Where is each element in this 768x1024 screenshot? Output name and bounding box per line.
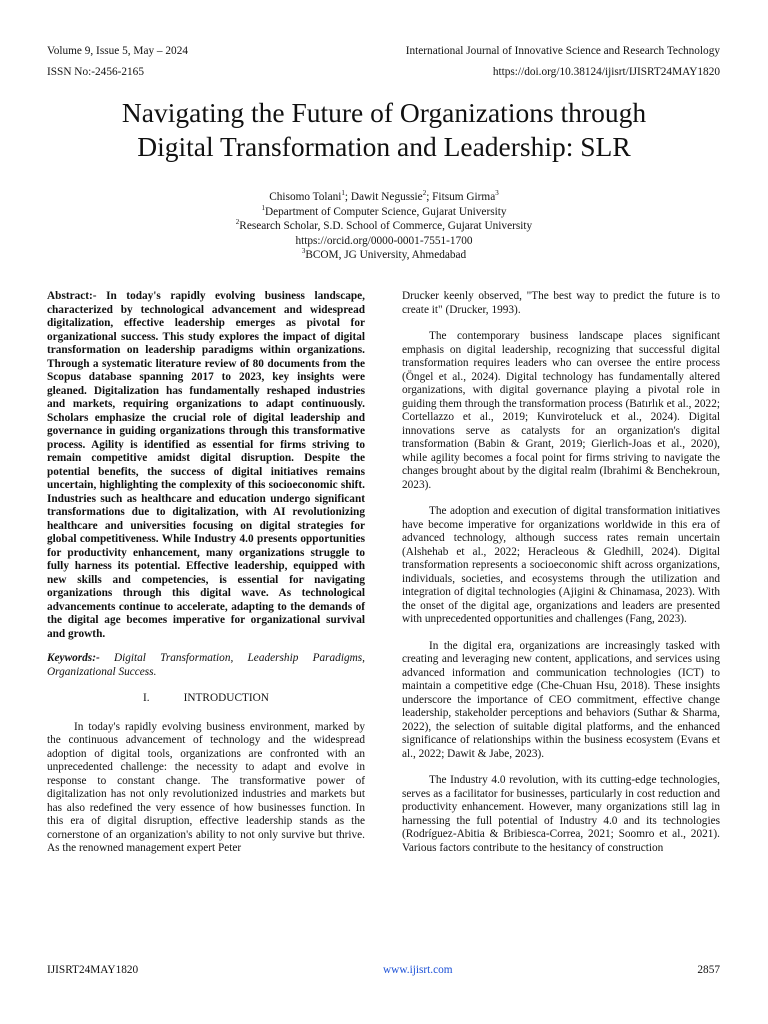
intro-paragraph-2: The contemporary business landscape places significant emphasis on digital leadership, recognizing that successful digital transformation requires leaders who can oversee the entire process (Öngel et al., 2024). Digital technology has fundamentally altered organizations, with digital governance playing a pivotal role in guiding them through the transformation process (Batırlık et al., 2022; Cortellazzo et al., 2019; Kunviroteluck et al., 2024). Digital innovations serve as catalysts for an organization's digital transformation (Babin & Grant, 2019; Gierlich-Joas et al., 2020), while agility becomes a focal point for firms striving to navigate the changes brought about by the digital realm (Ibrahimi & Benchekroun, 2023). — [402, 330, 720, 491]
intro-paragraph-continued: Drucker keenly observed, "The best way to predict the future is to create it" (Drucker, 1993). — [402, 290, 720, 316]
affiliation-3: $^3$BCOM, JG University, Ahmedabad — [301, 247, 467, 262]
left-column — [47, 290, 365, 856]
section-heading-introduction — [47, 692, 365, 706]
footer-website-link[interactable]: www.ijisrt.com — [383, 964, 453, 976]
right-column — [402, 290, 720, 855]
paper-title — [40, 96, 728, 164]
intro-paragraph-3: The adoption and execution of digital transformation initiatives have become imperative for organizations worldwide in this era of advanced technology, although success rates remain uncertain (Alshehab et al., 2022; Heracleous & Gledhill, 2024). Digital transformation represents a socioeconomic shift across organizations, individuals, societies, and ecosystems through the utilization and integration of digital technologies (Ajigini & Chinamasa, 2023). With the onset of the digital age, organizations and leaders are presented with unprecedented opportunities and challenges (Fang, 2023). — [402, 505, 720, 625]
intro-paragraph-1: In today's rapidly evolving business environment, marked by the continuous advancement of technology and the widespread adoption of digital tools, organizations are confronted with an unprecedented challenge: the necessity to adapt and evolve in response to constant change. The transformative power of digitalization has not only revolutionized industries and markets but has also redefined the very essence of how businesses function. In this era of digital disruption, effective leadership stands as the cornerstone of an organization's ability to not only survive but thrive. As the renowned management expert Peter — [47, 720, 365, 854]
author-block — [0, 190, 768, 263]
footer-article-id: IJISRT24MAY1820 — [47, 964, 139, 976]
running-header — [47, 44, 720, 58]
affiliation-2: $^2$Research Scholar, S.D. School of Commerce, Gujarat University — [235, 218, 533, 233]
keywords-label: Keywords:- — [47, 652, 100, 664]
doi-link[interactable]: https://doi.org/10.38124/ijisrt/IJISRT24MAY1820 — [492, 66, 720, 78]
page-number: 2857 — [697, 964, 720, 976]
abstract: Abstract:- In today's rapidly evolving business landscape, characterized by technological advancement and widespread digitalization, effective leadership emerges as pivotal for organizational success. This study explores the impact of digital transformation on leadership paradigms within organizations. Through a systematic literature review of 80 documents from the Scopus database spanning 2017 to 2023, key insights were gleaned. Digitalization has fundamentally reshaped industries and markets, requiring organizations to adapt continuously. Scholars emphasize the crucial role of digital leadership and governance in guiding organizations through this transformative process. Agility is identified as essential for firms striving to remain competitive amidst digital disruption. Despite the potential benefits, the success of digital initiatives remains uncertain, highlighting the complexity of this socioeconomic shift. Industries such as healthcare and education undergo significant transformations due to digitalization, with AI revolutionizing healthcare and universities focusing on digital strategies for global competitiveness. While Industry 4.0 presents opportunities for productivity enhancement, many organizations struggle to fully harness its potential. Effective leadership, equipped with new skills and competencies, is essential for navigating organizations through this digital wave. As technological advancements continue to accelerate, adapting to the demands of the digital age becomes imperative for organizational survival and growth. — [47, 290, 365, 640]
intro-paragraph-5: The Industry 4.0 revolution, with its cutting-edge technologies, serves as a facilitator for businesses, particularly in cost reduction and productivity enhancement. However, many organizations still lag in harnessing the full potential of Industry 4.0 and its technologies (Rodríguez-Abitia & Bribiesca-Correa, 2021; Soomro et al., 2021). Various factors contribute to the hesitancy of construction — [402, 774, 720, 854]
running-header-2 — [47, 65, 720, 79]
title-line-2: Digital Transformation and Leadership: SLR — [137, 131, 631, 162]
intro-paragraph-4: In the digital era, organizations are increasingly tasked with creating and leveraging new content, applications, and services using advanced information and communication technologies (ICT) to maintain a competitive edge (Che-Chuan Hsu, 2018). These insights underscore the importance of CEO commitment, effective change leadership, stakeholder perceptions and behaviors (Suthar & Sharma, 2022), the selection of suitable digital platforms, and the enhanced significance of relationships within the business ecosystem (Evans et al., 2022; Dawit & Jabe, 2023). — [402, 639, 720, 760]
keywords — [47, 652, 365, 679]
orcid-link[interactable]: https://orcid.org/0000-0001-7551-1700 — [295, 234, 473, 247]
author-list: Chisomo Tolani$^1$; Dawit Negussie$^2$; Fitsum Girma$^3$ — [269, 189, 499, 203]
section-title: INTRODUCTION — [183, 692, 269, 704]
title-line-1: Navigating the Future of Organizations through — [121, 97, 647, 128]
affiliation-1: $^1$Department of Computer Science, Gujarat University — [261, 203, 507, 218]
journal-name: International Journal of Innovative Science and Research Technology — [405, 45, 720, 57]
page-footer — [47, 964, 720, 976]
keywords-text: Digital Transformation, Leadership Paradigms, Organizational Success. — [47, 652, 365, 678]
section-number: I. — [143, 692, 150, 704]
volume-info: Volume 9, Issue 5, May – 2024 — [47, 45, 188, 57]
issn: ISSN No:-2456-2165 — [47, 66, 144, 78]
